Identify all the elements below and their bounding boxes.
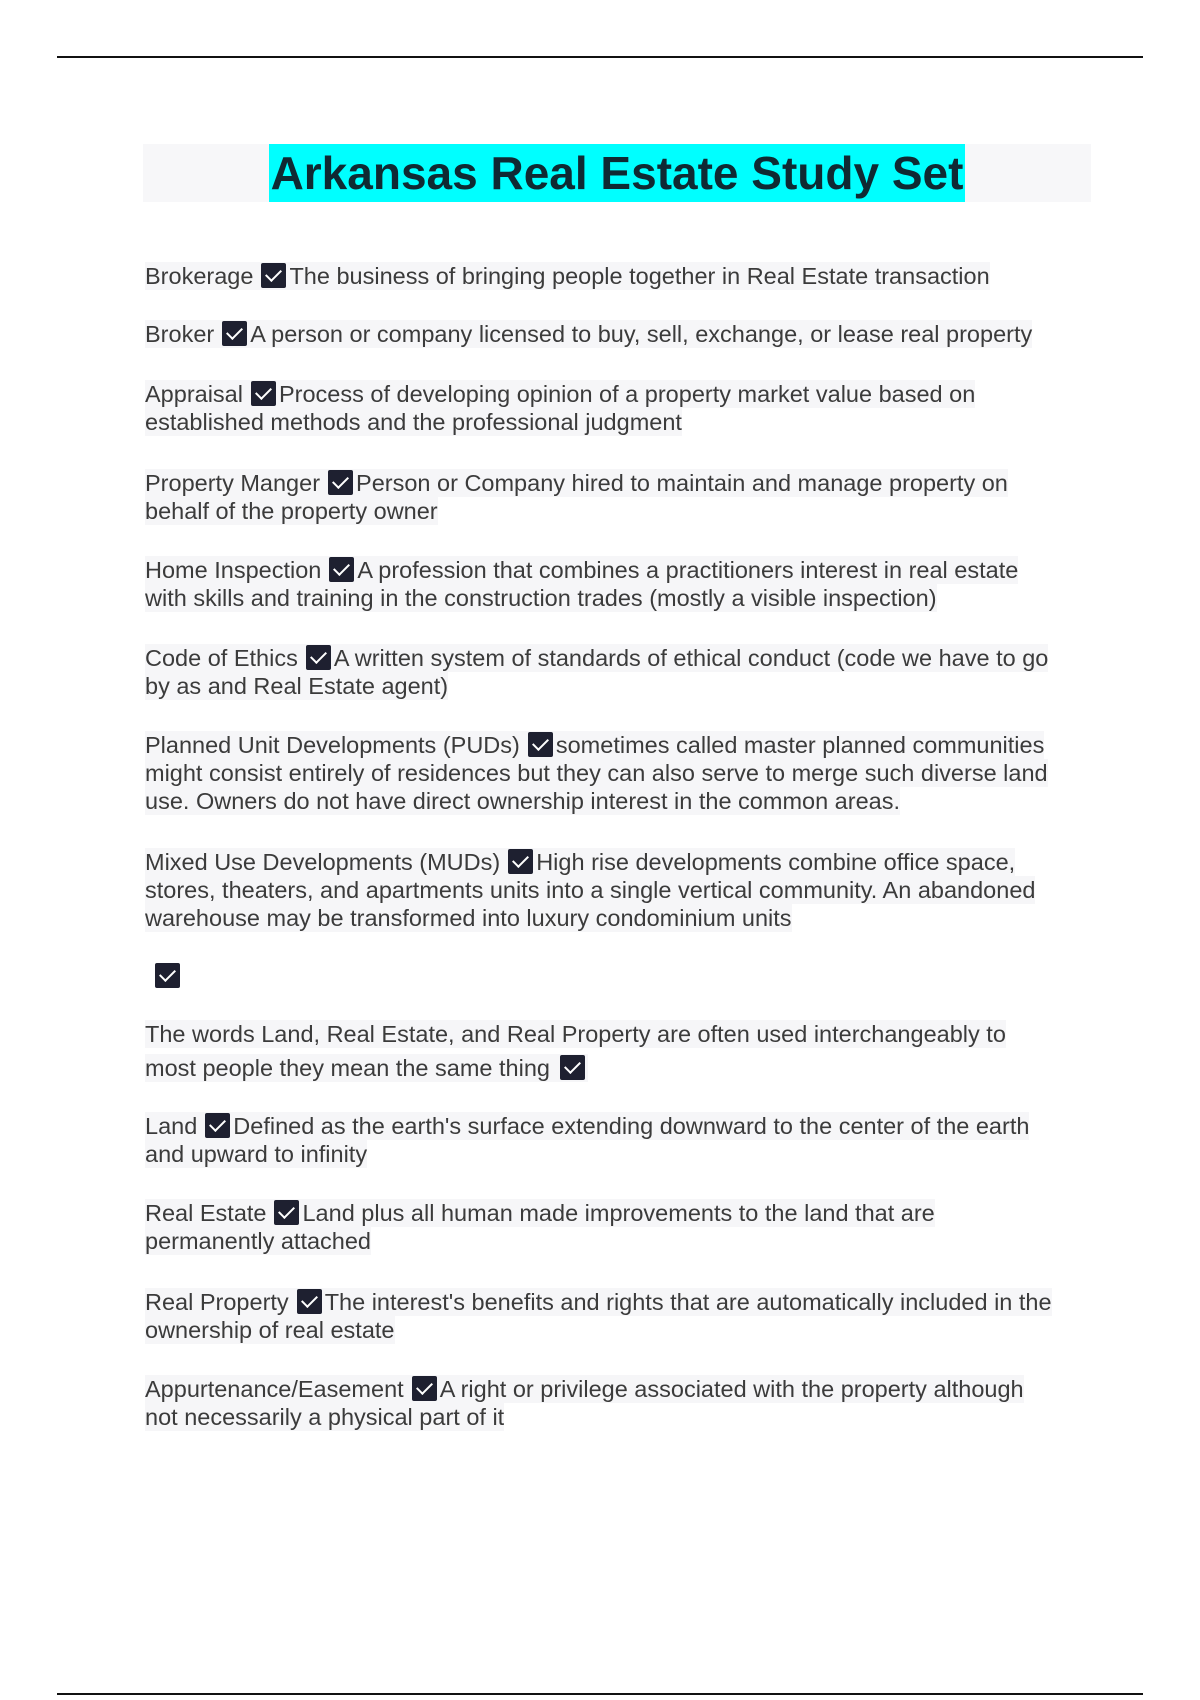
document-title: Arkansas Real Estate Study Set [269, 144, 966, 202]
entry-line [145, 1288, 1052, 1316]
entry-puds [145, 731, 1048, 815]
definition: A person or company licensed to buy, sell, exchange, or lease real property [250, 321, 1033, 347]
term: Code of Ethics [145, 645, 298, 671]
entry-line: by as and Real Estate agent) [145, 673, 449, 699]
checkmark-icon [560, 1055, 585, 1080]
entry-code-of-ethics [145, 644, 1048, 700]
term: Appurtenance/Easement [145, 1376, 404, 1402]
checkmark-icon [297, 1289, 322, 1314]
entry-line [145, 1112, 1029, 1140]
entry-property-manager [145, 469, 1008, 525]
entry-appurtenance-easement [145, 1375, 1024, 1431]
entry-line: ownership of real estate [145, 1317, 395, 1343]
definition: Process of developing opinion of a property market value based on [278, 381, 976, 407]
entry-land [145, 1112, 1029, 1168]
entry-line: The words Land, Real Estate, and Real Property are often used interchangeably to [145, 1021, 1006, 1047]
definition: A profession that combines a practitioners interest in real estate [357, 557, 1019, 583]
term: Broker [145, 321, 215, 347]
checkmark-icon [274, 1200, 299, 1225]
entry-line [145, 1054, 588, 1082]
checkmark-icon [251, 381, 276, 406]
checkmark-icon [508, 849, 533, 874]
definition: Defined as the earth's surface extending downward to the center of the earth [233, 1113, 1030, 1139]
term: Mixed Use Developments (MUDs) [145, 849, 501, 875]
checkmark-icon [329, 557, 354, 582]
definition: A written system of standards of ethical conduct (code we have to go [333, 645, 1049, 671]
term: Brokerage [145, 263, 254, 289]
entry-line: stores, theaters, and apartments units into a single vertical community. An abandoned [145, 877, 1036, 903]
entry-line [145, 469, 1008, 497]
checkmark-icon [261, 263, 286, 288]
definition: Person or Company hired to maintain and manage property on [356, 470, 1008, 496]
entry-line [145, 380, 975, 408]
entry-brokerage [145, 262, 990, 290]
top-rule [57, 56, 1143, 58]
checkmark-icon [412, 1376, 437, 1401]
entry-line: use. Owners do not have direct ownership interest in the common areas. [145, 788, 900, 814]
entry-line: behalf of the property owner [145, 498, 438, 524]
definition: The interest's benefits and rights that are automatically included in the [324, 1289, 1052, 1315]
checkmark-icon [222, 321, 247, 346]
entry-line [145, 731, 1044, 759]
entry-line: not necessarily a physical part of it [145, 1404, 505, 1430]
entry-line: might consist entirely of residences but they can also serve to merge such diverse land [145, 760, 1048, 786]
entry-appraisal [145, 380, 975, 436]
definition: sometimes called master planned communities [555, 732, 1045, 758]
checkmark-icon [528, 732, 553, 757]
term: Property Manger [145, 470, 321, 496]
definition: A right or privilege associated with the property although [439, 1376, 1024, 1402]
entry-line [145, 644, 1048, 672]
definition: most people they mean the same thing [145, 1055, 550, 1081]
entry-line [145, 1375, 1024, 1403]
entry-home-inspection [145, 556, 1018, 612]
checkmark-icon [328, 470, 353, 495]
term: Planned Unit Developments (PUDs) [145, 732, 520, 758]
entry-broker [145, 320, 1032, 348]
entry-lone-check [145, 962, 183, 990]
entry-line [145, 262, 990, 290]
entry-muds [145, 848, 1035, 932]
checkmark-icon [155, 963, 180, 988]
term: Home Inspection [145, 557, 322, 583]
entry-line: and upward to infinity [145, 1141, 368, 1167]
checkmark-icon [205, 1113, 230, 1138]
definition: Land plus all human made improvements to the land that are [302, 1200, 935, 1226]
term: Land [145, 1113, 198, 1139]
title-band [143, 144, 1091, 202]
definition: The business of bringing people together in Real Estate transaction [289, 263, 990, 289]
bottom-rule [57, 1693, 1143, 1695]
entry-line [145, 320, 1032, 348]
term: Appraisal [145, 381, 243, 407]
entry-line: established methods and the professional judgment [145, 409, 682, 435]
entry-line [145, 556, 1018, 584]
checkmark-icon [306, 645, 331, 670]
entry-line [145, 1199, 935, 1227]
entry-line: with skills and training in the construction trades (mostly a visible inspection) [145, 585, 937, 611]
entry-real-property [145, 1288, 1052, 1344]
entry-line: warehouse may be transformed into luxury condominium units [145, 905, 792, 931]
entry-line [145, 848, 1015, 876]
definition: High rise developments combine office space, [536, 849, 1016, 875]
term: Real Estate [145, 1200, 267, 1226]
entry-real-estate [145, 1199, 935, 1255]
term: Real Property [145, 1289, 289, 1315]
entry-line: permanently attached [145, 1228, 372, 1254]
entry-land-real-estate-note [145, 1020, 1006, 1082]
